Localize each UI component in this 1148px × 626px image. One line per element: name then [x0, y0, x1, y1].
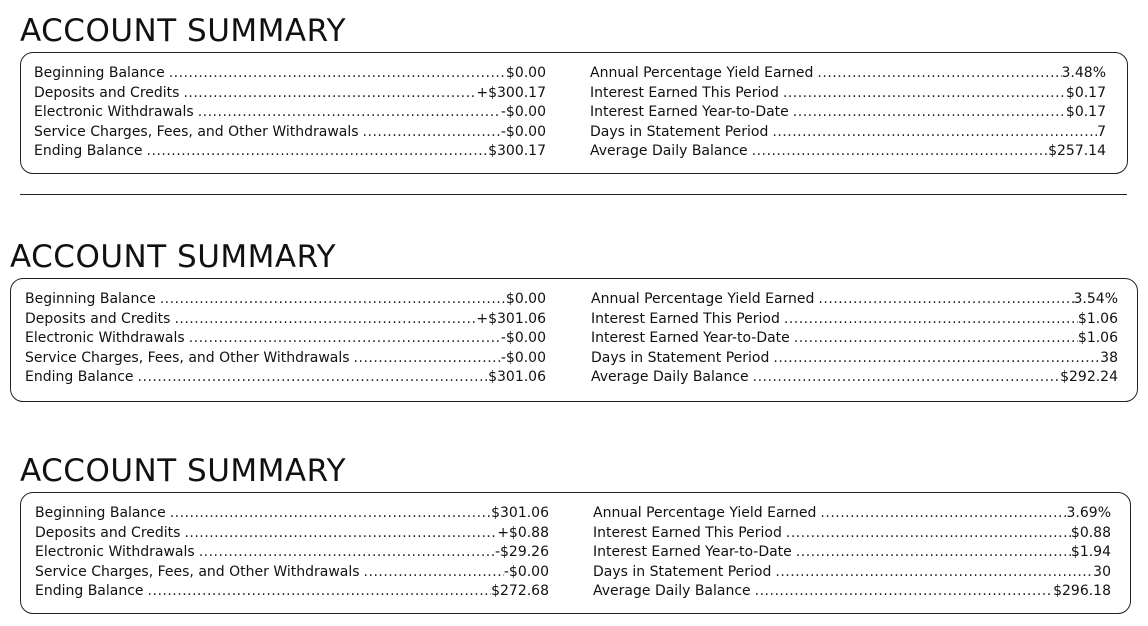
- dot-leader: [786, 524, 1071, 544]
- summary-row: [35, 504, 549, 524]
- row-label: Average Daily Balance: [590, 143, 748, 160]
- dot-leader: [364, 563, 504, 583]
- row-label: Interest Earned Year-to-Date: [591, 330, 790, 347]
- row-label: Deposits and Credits: [25, 310, 171, 327]
- row-label: Electronic Withdrawals: [35, 544, 195, 561]
- summary-row: [34, 64, 546, 84]
- row-value: +$301.06: [476, 310, 546, 327]
- summary-row: [25, 329, 546, 349]
- row-value: +$300.17: [476, 84, 546, 101]
- dot-leader: [354, 349, 501, 369]
- dot-leader: [753, 368, 1060, 388]
- summary-row: [25, 310, 546, 330]
- row-value: 7: [1097, 123, 1106, 140]
- row-value: $257.14: [1048, 143, 1106, 160]
- row-value: $301.06: [488, 369, 546, 386]
- row-value: 38: [1100, 349, 1118, 366]
- row-value: $0.88: [1070, 524, 1111, 541]
- row-value: 3.48%: [1061, 65, 1106, 81]
- row-value: $0.17: [1065, 104, 1106, 121]
- summary-box: [20, 52, 1128, 174]
- row-label: Average Daily Balance: [591, 369, 749, 386]
- row-label: Days in Statement Period: [593, 563, 772, 580]
- dot-leader: [169, 64, 506, 84]
- row-label: Ending Balance: [35, 583, 144, 600]
- summary-row: [590, 103, 1106, 123]
- summary-row: [593, 524, 1111, 544]
- right-column: [591, 290, 1118, 388]
- row-value: $301.06: [491, 505, 549, 521]
- row-label: Interest Earned Year-to-Date: [590, 104, 789, 121]
- row-value: $296.18: [1053, 583, 1111, 600]
- row-label: Annual Percentage Yield Earned: [593, 505, 817, 521]
- summary-row: [590, 142, 1106, 162]
- summary-row: [593, 563, 1111, 583]
- summary-row: [593, 543, 1111, 563]
- section-title: ACCOUNT SUMMARY: [20, 13, 347, 49]
- summary-row: [34, 142, 546, 162]
- summary-row: [591, 310, 1118, 330]
- dot-leader: [189, 329, 501, 349]
- summary-row: [593, 504, 1111, 524]
- dot-leader: [775, 563, 1093, 583]
- summary-row: [25, 290, 546, 310]
- right-column: [590, 64, 1106, 162]
- dot-leader: [174, 310, 476, 330]
- dot-leader: [160, 290, 506, 310]
- summary-row: [593, 582, 1111, 602]
- dot-leader: [820, 504, 1066, 524]
- row-label: Average Daily Balance: [593, 583, 751, 600]
- row-label: Days in Statement Period: [590, 123, 769, 140]
- row-value: $1.06: [1077, 310, 1118, 327]
- summary-row: [590, 123, 1106, 143]
- row-value: $272.68: [491, 583, 549, 600]
- summary-box: [10, 278, 1138, 402]
- left-column: [25, 290, 546, 388]
- row-label: Electronic Withdrawals: [34, 104, 194, 121]
- row-label: Ending Balance: [34, 143, 143, 160]
- section-title: ACCOUNT SUMMARY: [10, 239, 337, 275]
- dot-leader: [818, 290, 1073, 310]
- summary-row: [35, 563, 549, 583]
- row-value: -$0.00: [500, 330, 546, 347]
- summary-row: [591, 329, 1118, 349]
- row-value: -$0.00: [500, 104, 546, 121]
- dot-leader: [138, 368, 489, 388]
- row-label: Deposits and Credits: [35, 524, 181, 541]
- row-value: -$0.00: [500, 349, 546, 366]
- summary-row: [34, 123, 546, 143]
- dot-leader: [793, 103, 1066, 123]
- summary-row: [35, 524, 549, 544]
- dot-leader: [363, 123, 501, 143]
- dot-leader: [147, 142, 489, 162]
- dot-leader: [772, 123, 1097, 143]
- summary-row: [590, 84, 1106, 104]
- row-value: $1.06: [1077, 330, 1118, 347]
- row-label: Days in Statement Period: [591, 349, 770, 366]
- section-title: ACCOUNT SUMMARY: [20, 453, 347, 489]
- summary-row: [590, 64, 1106, 84]
- dot-leader: [773, 349, 1100, 369]
- row-label: Beginning Balance: [35, 505, 166, 521]
- row-value: 3.54%: [1073, 291, 1118, 307]
- row-label: Deposits and Credits: [34, 84, 180, 101]
- dot-leader: [794, 329, 1078, 349]
- row-label: Ending Balance: [25, 369, 134, 386]
- dot-leader: [183, 84, 476, 104]
- row-value: $0.00: [505, 291, 546, 307]
- summary-row: [35, 543, 549, 563]
- left-column: [34, 64, 546, 162]
- dot-leader: [170, 504, 491, 524]
- row-label: Interest Earned This Period: [591, 310, 780, 327]
- row-value: $0.17: [1065, 84, 1106, 101]
- summary-row: [591, 290, 1118, 310]
- row-value: $300.17: [488, 143, 546, 160]
- summary-row: [591, 349, 1118, 369]
- summary-row: [591, 368, 1118, 388]
- dot-leader: [184, 524, 497, 544]
- row-value: -$29.26: [494, 544, 549, 561]
- right-column: [593, 504, 1111, 602]
- summary-row: [25, 368, 546, 388]
- row-value: $0.00: [505, 65, 546, 81]
- row-label: Service Charges, Fees, and Other Withdrawals: [35, 563, 360, 580]
- dot-leader: [198, 103, 501, 123]
- dot-leader: [755, 582, 1053, 602]
- account-summary-2: [10, 240, 1138, 405]
- row-label: Service Charges, Fees, and Other Withdrawals: [34, 123, 359, 140]
- summary-row: [34, 84, 546, 104]
- dot-leader: [199, 543, 495, 563]
- row-label: Electronic Withdrawals: [25, 330, 185, 347]
- section-divider: [20, 194, 1127, 195]
- row-value: 30: [1093, 563, 1111, 580]
- row-label: Interest Earned Year-to-Date: [593, 544, 792, 561]
- dot-leader: [817, 64, 1061, 84]
- row-value: $292.24: [1060, 369, 1118, 386]
- row-value: -$0.00: [503, 563, 549, 580]
- row-label: Service Charges, Fees, and Other Withdrawals: [25, 349, 350, 366]
- summary-row: [25, 349, 546, 369]
- row-value: 3.69%: [1066, 505, 1111, 521]
- row-label: Annual Percentage Yield Earned: [591, 291, 815, 307]
- summary-row: [34, 103, 546, 123]
- row-label: Interest Earned This Period: [593, 524, 782, 541]
- row-label: Annual Percentage Yield Earned: [590, 65, 814, 81]
- row-label: Beginning Balance: [25, 291, 156, 307]
- row-value: -$0.00: [500, 123, 546, 140]
- summary-box: [20, 492, 1131, 614]
- row-label: Beginning Balance: [34, 65, 165, 81]
- dot-leader: [796, 543, 1071, 563]
- dot-leader: [148, 582, 492, 602]
- account-summary-3: [20, 454, 1131, 619]
- account-summary-1: [20, 14, 1128, 179]
- row-value: $1.94: [1070, 544, 1111, 561]
- dot-leader: [783, 84, 1066, 104]
- dot-leader: [752, 142, 1048, 162]
- row-label: Interest Earned This Period: [590, 84, 779, 101]
- summary-row: [35, 582, 549, 602]
- dot-leader: [784, 310, 1078, 330]
- left-column: [35, 504, 549, 602]
- row-value: +$0.88: [497, 524, 549, 541]
